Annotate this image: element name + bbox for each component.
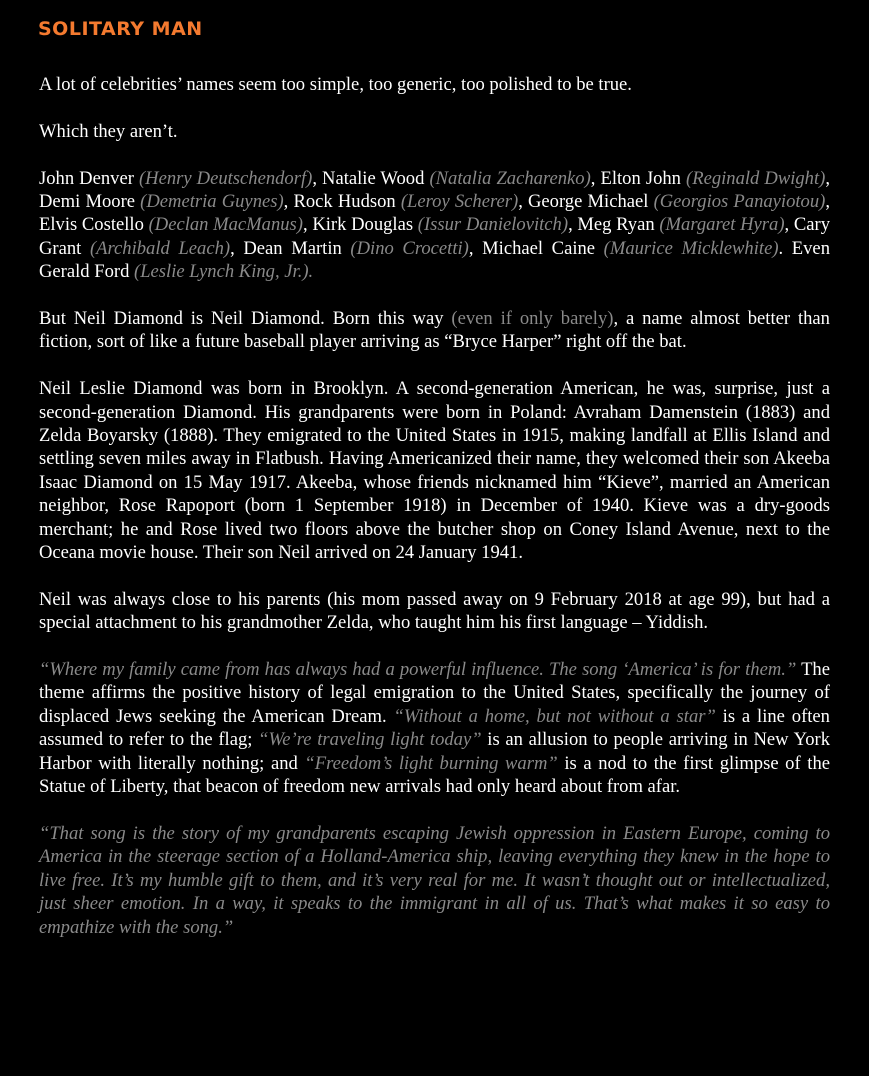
birth-name: (Margaret Hyra) [659, 214, 785, 236]
paragraph-neil-diamond-name [39, 307, 830, 354]
paragraph-family-history: Neil Leslie Diamond was born in Brooklyn. A second-generation American, he was, surprise, just a second-generation Diamond. His grandparents were born in Poland: Avraham Damenstein (1883) and Zelda Boyarsky (1888). They emigrated to the United States in 1915, making landfall at Ellis Island and settling seven miles away in Flatbush. Having Americanized their name, they welcomed their son Akeeba Isaac Diamond on 15 May 1917. Akeeba, whose friends nicknamed him “Kieve”, married an American neighbor, Rose Rapoport (born 1 September 1918) in December of 1940. Kieve was a dry-goods merchant; he and Rose lived two floors above the butcher shop on Coney Island Avenue, next to the Oceana movie house. Their son Neil arrived on 24 January 1941. [39, 378, 830, 564]
celebrity-name: , Elton John [590, 167, 687, 189]
paragraph-closing-quote: “That song is the story of my grandparents escaping Jewish oppression in Eastern Europe, coming to America in the steerage section of a Holland-America ship, leaving everything they knew in the hope to live free. It’s my humble gift to them, and it’s very real for me. It wasn’t thought out or intellectualized, just sheer emotion. In a way, it speaks to the immigrant in all of us. That’s what makes it so easy to empathize with the song.” [39, 822, 830, 938]
celebrity-name: , Cary Grant [39, 214, 830, 259]
celebrity-name: , George Michael [518, 191, 654, 212]
article-body [39, 73, 830, 939]
celebrity-name: , Demi Moore [39, 167, 830, 212]
quote-text: “Without a home, but not without a star” [393, 705, 716, 727]
quote-text: “Freedom’s light burning warm” [304, 752, 558, 774]
text-run: is a nod to the first glimpse of the Statue of Liberty, that beacon of freedom new arrivals had only heard about from afar. [39, 752, 830, 798]
paragraph-america-song [39, 658, 830, 798]
aside-text: (even if only barely) [451, 308, 614, 330]
text-run: , a name almost better than fiction, sort of like a future baseball player arriving as “Bryce Harper” right off the bat. [39, 308, 830, 353]
birth-name: (Archibald Leach) [89, 237, 231, 259]
birth-name: (Dino Crocetti) [350, 237, 469, 259]
celebrity-name: , Natalie Wood [312, 167, 430, 189]
text-run: is a line often assumed to refer to the flag; [39, 705, 830, 751]
celebrity-name: , Dean Martin [230, 237, 351, 259]
text-run: But Neil Diamond is Neil Diamond. Born this way [39, 308, 452, 330]
celebrity-name: . Even Gerald Ford [39, 237, 830, 283]
birth-name: (Natalia Zacharenko) [429, 167, 591, 189]
birth-name: (Leslie Lynch King, Jr.). [134, 261, 314, 283]
quote-text: “Where my family came from has always had a powerful influence. The song ‘America’ is for them.” [39, 659, 797, 681]
celebrity-name: John Denver [39, 167, 139, 189]
celebrity-name: , Michael Caine [468, 237, 604, 259]
birth-name: (Issur Danielovitch) [417, 214, 569, 236]
text-run: is an allusion to people arriving in New York Harbor with literally nothing; and [39, 729, 830, 774]
celebrity-name: , Elvis Costello [39, 191, 830, 236]
celebrity-name: , Rock Hudson [283, 191, 401, 212]
paragraph-which-they-arent: Which they aren’t. [39, 120, 178, 142]
birth-name: (Demetria Guynes) [140, 191, 284, 212]
text-run: The theme affirms the positive history of legal emigration to the United States, specifically the journey of displaced Jews seeking the American Dream. [39, 659, 830, 727]
paragraph-intro: A lot of celebrities’ names seem too simple, too generic, too polished to be true. [39, 74, 632, 95]
chapter-heading: SOLITARY MAN [38, 18, 203, 40]
birth-name: (Reginald Dwight) [686, 167, 826, 189]
birth-name: (Maurice Micklewhite) [603, 237, 779, 259]
birth-name: (Georgios Panayiotou) [653, 191, 826, 212]
quote-text: “We’re traveling light today” [258, 729, 482, 751]
paragraph-parents: Neil was always close to his parents (his mom passed away on 9 February 2018 at age 99), but had a special attachment to his grandmother Zelda, who taught him his first language – Yiddish. [39, 588, 830, 634]
birth-name: (Declan MacManus) [148, 214, 303, 236]
celebrity-name: , Meg Ryan [568, 214, 660, 236]
paragraph-celebrity-names [39, 167, 830, 284]
birth-name: (Leroy Scherer) [400, 191, 519, 212]
celebrity-name: , Kirk Douglas [303, 214, 418, 236]
birth-name: (Henry Deutschendorf) [138, 167, 313, 189]
